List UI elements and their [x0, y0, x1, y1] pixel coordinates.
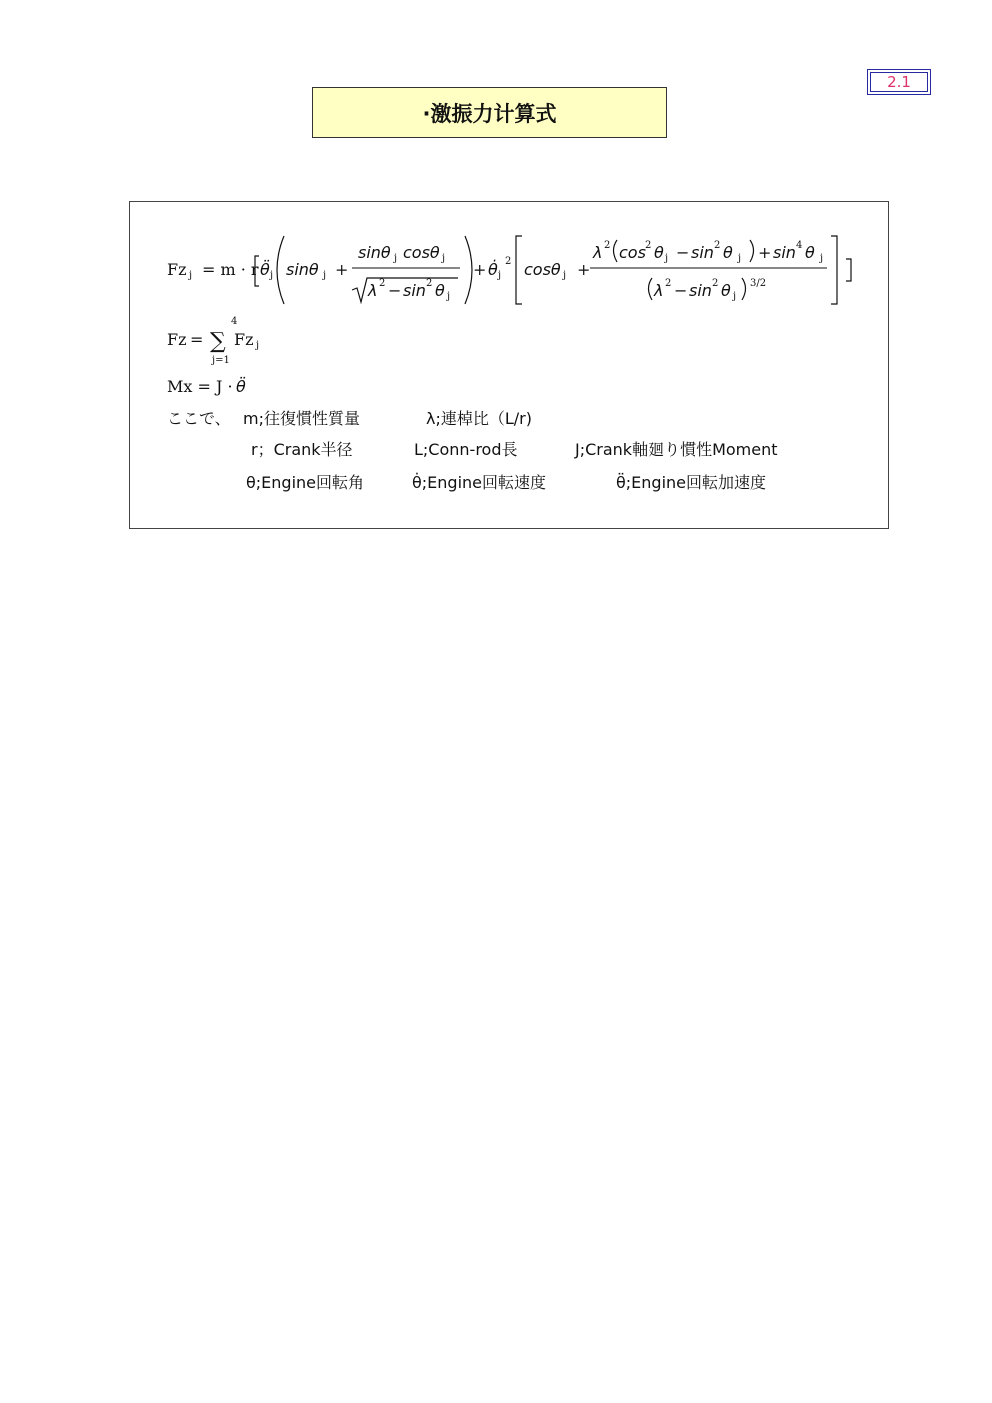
eq1-lhs: Fz — [167, 260, 187, 279]
svg-text:θ: θ — [805, 243, 815, 262]
page-title: ·激振力计算式 — [312, 87, 667, 138]
svg-text:θ: θ — [723, 243, 733, 262]
svg-text:λ: λ — [593, 243, 603, 262]
eq2-lhs: Fz — [167, 330, 187, 349]
svg-text:j: j — [498, 270, 502, 281]
svg-text:+: + — [473, 260, 487, 279]
def-J: J;Crank軸廻り慣性Moment — [575, 440, 778, 459]
equation-force-cylinder — [167, 236, 851, 304]
svg-text:2: 2 — [505, 256, 512, 267]
svg-text:−: − — [674, 281, 688, 300]
svg-text:j: j — [733, 291, 737, 302]
svg-text:θ̈: θ̈ — [236, 377, 246, 396]
svg-text:+: + — [758, 243, 772, 262]
equation-moment — [167, 376, 246, 396]
svg-text:θ: θ — [721, 281, 731, 300]
definitions-lead: ここで、 — [167, 409, 231, 428]
svg-text:j: j — [256, 340, 260, 351]
svg-text:+: + — [577, 260, 591, 279]
svg-text:2: 2 — [714, 240, 721, 251]
def-L: L;Conn‐rod長 — [414, 440, 518, 459]
svg-text:j: j — [447, 291, 451, 302]
symbol-definitions — [167, 409, 778, 492]
svg-text:3/2: 3/2 — [750, 278, 767, 289]
svg-text:4: 4 — [796, 240, 803, 251]
eq3-text: Mx = J · — [167, 377, 233, 396]
svg-text:θ: θ — [435, 281, 445, 300]
sum-lower-limit: j=1 — [212, 355, 230, 366]
def-theta: θ;Engine回転角 — [246, 473, 365, 492]
svg-text:sin: sin — [773, 243, 796, 262]
def-theta-dot: θ̇;Engine回転速度 — [412, 473, 547, 492]
svg-text:2: 2 — [712, 278, 719, 289]
svg-text:j: j — [563, 270, 567, 281]
svg-text:sinθ: sinθ — [358, 243, 391, 262]
svg-text:λ: λ — [368, 281, 378, 300]
svg-text:=: = — [190, 330, 204, 349]
svg-text:−: − — [676, 243, 690, 262]
def-theta-ddot: θ̈;Engine回転加速度 — [616, 473, 767, 492]
svg-text:sinθ: sinθ — [286, 260, 319, 279]
svg-text:sin: sin — [689, 281, 712, 300]
svg-text:2: 2 — [604, 240, 611, 251]
svg-text:j: j — [270, 270, 274, 281]
svg-text:j: j — [323, 270, 327, 281]
svg-text:θ̇: θ̇ — [488, 260, 498, 279]
svg-text:+: + — [335, 260, 349, 279]
svg-text:j: j — [394, 253, 398, 264]
svg-text:= m · r: = m · r — [202, 260, 259, 279]
svg-text:j: j — [820, 253, 824, 264]
formula-box — [129, 201, 889, 529]
svg-text:sin: sin — [691, 243, 714, 262]
svg-text:λ: λ — [654, 281, 664, 300]
svg-text:j: j — [442, 253, 446, 264]
svg-text:Fz: Fz — [234, 330, 254, 349]
page-number: 2.1 — [870, 72, 928, 92]
def-lambda: λ;連棹比（L/r) — [426, 409, 532, 428]
def-r: r；Crank半径 — [251, 440, 353, 459]
svg-text:2: 2 — [379, 278, 386, 289]
svg-text:cosθ: cosθ — [524, 260, 561, 279]
svg-text:−: − — [388, 281, 402, 300]
svg-text:2: 2 — [665, 278, 672, 289]
svg-text:cosθ: cosθ — [403, 243, 440, 262]
svg-text:j: j — [665, 253, 669, 264]
svg-text:θ̈: θ̈ — [260, 260, 270, 279]
svg-text:θ: θ — [654, 243, 664, 262]
page-number-badge — [867, 69, 931, 95]
svg-text:2: 2 — [645, 240, 652, 251]
formula-canvas — [130, 202, 890, 530]
sum-upper-limit: 4 — [231, 316, 238, 327]
svg-text:2: 2 — [426, 278, 433, 289]
svg-text:j: j — [738, 253, 742, 264]
svg-text:∑: ∑ — [210, 329, 226, 354]
svg-text:cos: cos — [619, 243, 646, 262]
svg-text:j: j — [189, 270, 193, 281]
def-m: m;往復慣性質量 — [243, 409, 360, 428]
equation-total-force — [167, 316, 259, 366]
svg-text:sin: sin — [403, 281, 426, 300]
